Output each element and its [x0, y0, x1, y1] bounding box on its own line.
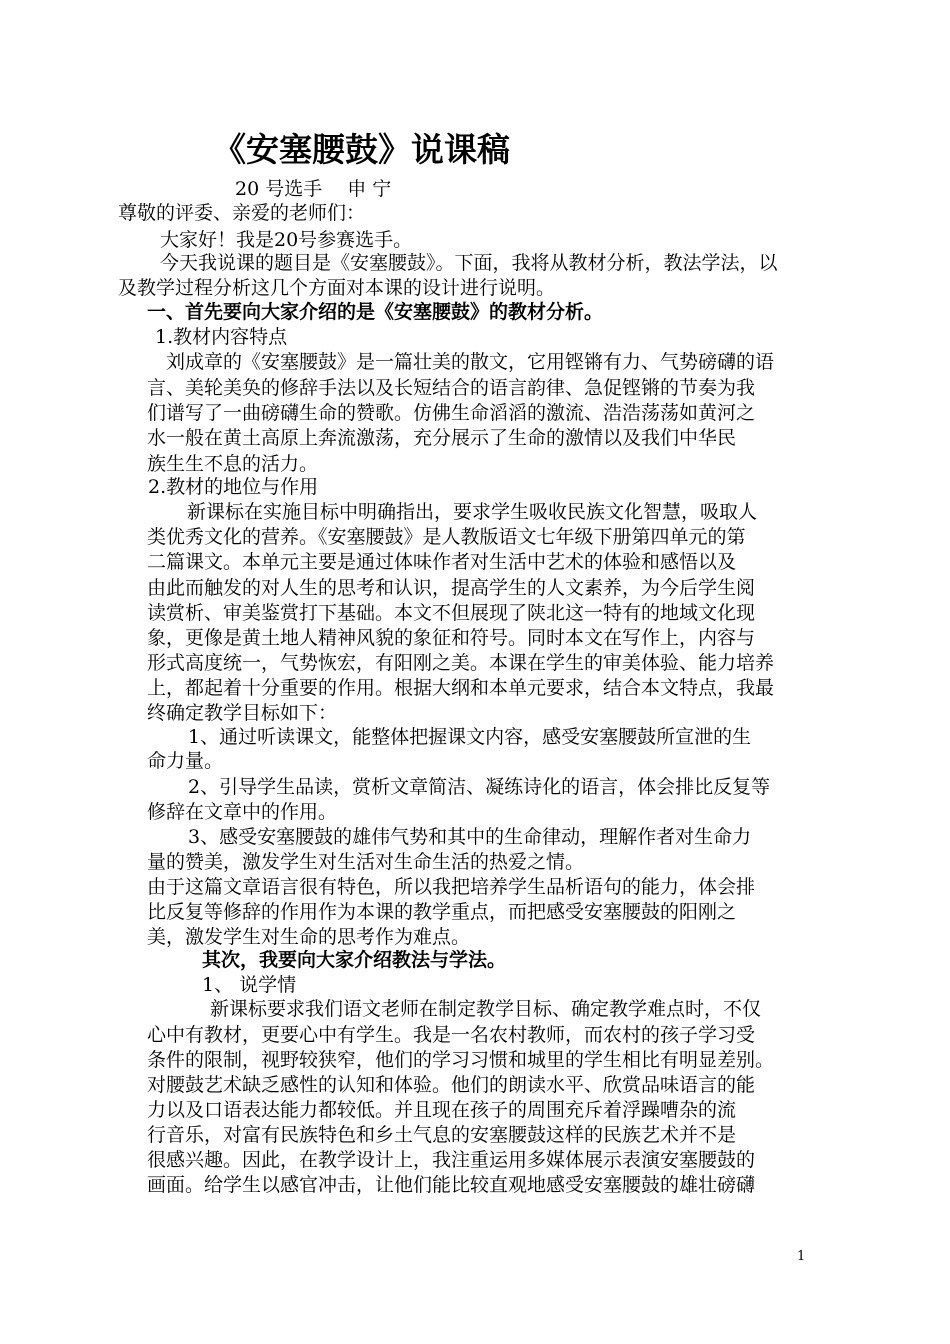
paragraph-line: 刘成章的《安塞腰鼓》是一篇壮美的散文，它用铿锵有力、气势磅礴的语	[166, 351, 775, 373]
section-heading: 一、首先要向大家介绍的是《安塞腰鼓》的教材分析。	[147, 301, 604, 323]
paragraph-line: 象，更像是黄土地人精神风貌的象征和符号。同时本文在写作上，内容与	[147, 627, 756, 649]
subheading: 1.教材内容特点	[155, 326, 288, 348]
paragraph-line: 比反复等修辞的作用作为本课的教学重点，而把感受安塞腰鼓的阳刚之	[147, 901, 737, 923]
paragraph-line: 言、美轮美奂的修辞手法以及长短结合的语言韵律、急促铿锵的节奏为我	[147, 377, 756, 399]
section-heading: 其次，我要向大家介绍教法与学法。	[202, 949, 507, 971]
paragraph-line: 心中有教材，更要心中有学生。我是一名农村教师，而农村的孩子学习受	[147, 1024, 756, 1046]
objective-line: 3、感受安塞腰鼓的雄伟气势和其中的生命律动，理解作者对生命力	[188, 826, 752, 848]
paragraph-line: 由于这篇文章语言很有特色，所以我把培养学生品析语句的能力，体会排	[147, 876, 756, 898]
paragraph-line: 族生生不息的活力。	[147, 453, 319, 475]
objective-line: 命力量。	[147, 750, 224, 772]
paragraph-line: 由此而触发的对人生的思考和认识，提高学生的人文素养，为今后学生阅	[147, 577, 756, 599]
paragraph-line: 及教学过程分析这几个方面对本课的设计进行说明。	[118, 277, 556, 299]
paragraph-line: 二篇课文。本单元主要是通过体味作者对生活中艺术的体验和感悟以及	[147, 551, 737, 573]
paragraph-line: 尊敬的评委、亲爱的老师们：	[118, 202, 366, 224]
paragraph-line: 条件的限制，视野较狭窄，他们的学习习惯和城里的学生相比有明显差别。	[147, 1049, 775, 1071]
objective-line: 修辞在文章中的作用。	[147, 801, 338, 823]
paragraph-line: 类优秀文化的营养。《安塞腰鼓》是人教版语文七年级下册第四单元的第	[147, 526, 746, 548]
paragraph-line: 上，都起着十分重要的作用。根据大纲和本单元要求，结合本文特点，我最	[147, 677, 775, 699]
paragraph-line: 很感兴趣。因此，在教学设计上，我注重运用多媒体展示表演安塞腰鼓的	[147, 1149, 756, 1171]
paragraph-line: 今天我说课的题目是《安塞腰鼓》。下面，我将从教材分析，教法学法，以	[160, 252, 778, 274]
paragraph-line: 画面。给学生以感官冲击，让他们能比较直观地感受安塞腰鼓的雄壮磅礴	[147, 1174, 756, 1196]
paragraph-line: 们谱写了一曲磅礴生命的赞歌。仿佛生命滔滔的激流、浩浩荡荡如黄河之	[147, 402, 756, 424]
paragraph-line: 新课标要求我们语文老师在制定教学目标、确定教学难点时，不仅	[210, 998, 762, 1020]
objective-line: 量的赞美，激发学生对生活对生命生活的热爱之情。	[147, 851, 585, 873]
author-line: 20 号选手 申 宁	[235, 178, 392, 200]
paragraph-line: 行音乐，对富有民族特色和乡土气息的安塞腰鼓这样的民族艺术并不是	[147, 1124, 737, 1146]
paragraph-line: 美，激发学生对生命的思考作为难点。	[147, 926, 471, 948]
paragraph-line: 力以及口语表达能力都较低。并且现在孩子的周围充斥着浮躁嘈杂的流	[147, 1099, 737, 1121]
paragraph-line: 水一般在黄土高原上奔流激荡，充分展示了生命的激情以及我们中华民	[147, 427, 737, 449]
subheading: 2.教材的地位与作用	[148, 476, 319, 498]
paragraph-line: 形式高度统一，气势恢宏，有阳刚之美。本课在学生的审美体验、能力培养	[147, 652, 775, 674]
paragraph-line: 终确定教学目标如下：	[147, 702, 338, 724]
paragraph-line: 新课标在实施目标中明确指出，要求学生吸收民族文化智慧，吸取人	[187, 501, 758, 523]
objective-line: 2、引导学生品读，赏析文章简洁、凝练诗化的语言，体会排比反复等	[188, 776, 771, 798]
objective-line: 1、通过听读课文，能整体把握课文内容，感受安塞腰鼓所宣泄的生	[188, 726, 752, 748]
paragraph-line: 大家好！我是20号参赛选手。	[160, 229, 413, 251]
document-title: 《安塞腰鼓》说课稿	[213, 130, 510, 169]
paragraph-line: 读赏析、审美鉴赏打下基础。本文不但展现了陕北这一特有的地域文化现	[147, 602, 756, 624]
page-number: 1	[797, 1249, 806, 1264]
paragraph-line: 对腰鼓艺术缺乏感性的认知和体验。他们的朗读水平、欣赏品味语言的能	[147, 1074, 756, 1096]
subheading: 1、 说学情	[202, 974, 297, 996]
